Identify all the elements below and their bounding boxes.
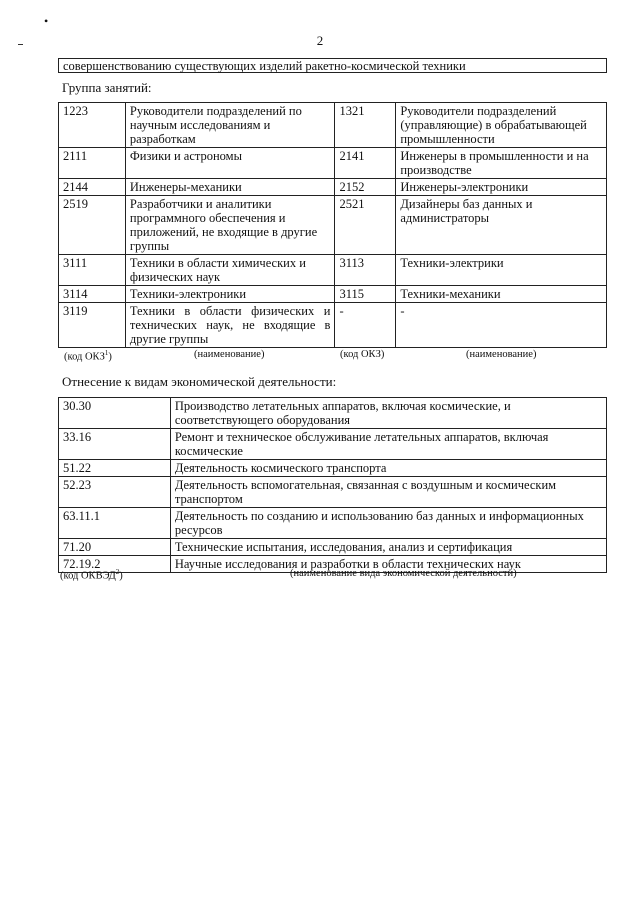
occupation-name-cell: Руководители подразделений по научным исследованиям и разработкам: [125, 103, 335, 148]
activity-name-cell: Научные исследования и разработки в области технических наук: [170, 556, 606, 573]
occupation-row: [59, 255, 607, 286]
okz-code-caption: (код ОКЗ$^1$): [64, 349, 112, 363]
okz-name-caption-2: (наименование): [466, 349, 537, 360]
okz-code-cell: 2519: [59, 196, 126, 255]
occupation-name-cell: Техники-электрики: [396, 255, 607, 286]
occupations-heading: Группа занятий:: [62, 80, 152, 95]
okz-code-cell: 2521: [335, 196, 396, 255]
occupation-name-cell: Техники в области физических и технических наук, не входящие в другие группы: [125, 303, 335, 348]
occupation-row: [59, 148, 607, 179]
okz-code-cell: 1321: [335, 103, 396, 148]
okz-code-cell: -: [335, 303, 396, 348]
continuation-text: совершенствованию существующих изделий ракетно-космической техники: [58, 58, 607, 73]
okved-name-caption: (наименование вида экономической деятельности): [290, 568, 517, 579]
okz-code-cell: 2141: [335, 148, 396, 179]
activity-name-cell: Ремонт и техническое обслуживание летательных аппаратов, включая космические: [170, 429, 606, 460]
activity-row: [59, 477, 607, 508]
okved-code-cell: 33.16: [59, 429, 171, 460]
activity-row: [59, 398, 607, 429]
okved-code-cell: 63.11.1: [59, 508, 171, 539]
occupation-row: [59, 196, 607, 255]
occupation-row: [59, 303, 607, 348]
activity-name-cell: Деятельность по созданию и использованию баз данных и информационных ресурсов: [170, 508, 606, 539]
activity-name-cell: Технические испытания, исследования, анализ и сертификация: [170, 539, 606, 556]
occupation-name-cell: Разработчики и аналитики программного обеспечения и приложений, не входящие в другие группы: [125, 196, 335, 255]
occupation-name-cell: Дизайнеры баз данных и администраторы: [396, 196, 607, 255]
okved-code-cell: 30.30: [59, 398, 171, 429]
activity-row: [59, 508, 607, 539]
okz-code-cell: 2144: [59, 179, 126, 196]
activities-table: [58, 397, 607, 573]
occupation-row: [59, 286, 607, 303]
occupation-name-cell: Физики и астрономы: [125, 148, 335, 179]
activity-name-cell: Производство летательных аппаратов, включая космические, и соответствующего оборудования: [170, 398, 606, 429]
okved-code-caption: (код ОКВЭД$^2$): [60, 568, 123, 582]
activities-heading: Отнесение к видам экономической деятельности:: [62, 374, 337, 389]
activity-row: [59, 460, 607, 477]
activity-row: [59, 429, 607, 460]
occupation-name-cell: Техники в области химических и физических наук: [125, 255, 335, 286]
okz-code-caption-2: (код ОКЗ): [340, 349, 385, 360]
okz-code-cell: 2152: [335, 179, 396, 196]
occupation-name-cell: Инженеры в промышленности и на производстве: [396, 148, 607, 179]
occupation-row: [59, 103, 607, 148]
okz-code-cell: 3119: [59, 303, 126, 348]
occupations-table: [58, 102, 607, 348]
activity-row: [59, 539, 607, 556]
okz-code-cell: 1223: [59, 103, 126, 148]
activity-name-cell: Деятельность вспомогательная, связанная с воздушным и космическим транспортом: [170, 477, 606, 508]
okved-code-cell: 72.19.2: [59, 556, 171, 573]
occupation-name-cell: Инженеры-электроники: [396, 179, 607, 196]
activity-name-cell: Деятельность космического транспорта: [170, 460, 606, 477]
scan-mark: •: [44, 14, 49, 28]
okved-code-cell: 52.23: [59, 477, 171, 508]
page-number: 2: [316, 33, 324, 48]
okz-code-cell: 2111: [59, 148, 126, 179]
okved-code-cell: 51.22: [59, 460, 171, 477]
okz-name-caption: (наименование): [194, 349, 265, 360]
occupation-name-cell: Инженеры-механики: [125, 179, 335, 196]
occupation-name-cell: -: [396, 303, 607, 348]
occupation-name-cell: Техники-электроники: [125, 286, 335, 303]
okz-code-cell: 3115: [335, 286, 396, 303]
okz-code-cell: 3113: [335, 255, 396, 286]
occupation-name-cell: Техники-механики: [396, 286, 607, 303]
occupation-name-cell: Руководители подразделений (управляющие) в обрабатывающей промышленности: [396, 103, 607, 148]
occupation-row: [59, 179, 607, 196]
okz-code-cell: 3114: [59, 286, 126, 303]
okz-code-cell: 3111: [59, 255, 126, 286]
okved-code-cell: 71.20: [59, 539, 171, 556]
